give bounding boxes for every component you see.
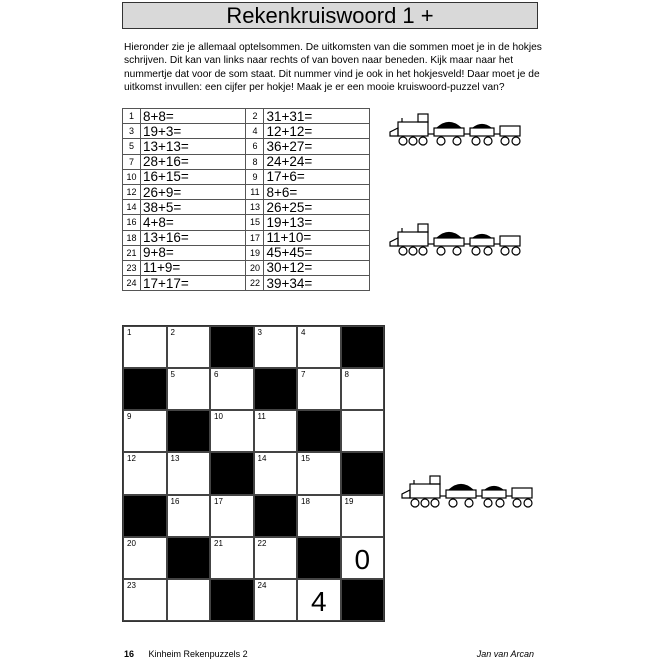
cell-number: 2 [170,328,175,337]
grid-cell-blocked [210,579,254,621]
sum-row [123,109,370,124]
sum-expression: 16+15= [140,169,246,184]
grid-cell[interactable] [341,410,385,452]
grid-cell[interactable] [254,537,298,579]
sum-row [123,124,370,139]
sum-number: 18 [123,230,141,245]
sum-expression: 13+16= [140,230,246,245]
sum-expression: 8+6= [264,184,370,199]
sum-row [123,184,370,199]
train-icon [384,222,524,258]
sum-number: 10 [123,169,141,184]
cell-number: 21 [214,538,223,548]
grid-cell[interactable] [341,495,385,537]
grid-cell[interactable] [210,537,254,579]
sum-number: 7 [123,154,141,169]
grid-cell[interactable] [167,326,211,368]
sum-number: 21 [123,245,141,260]
cell-value: 4 [310,585,327,617]
page-number: 16 [124,649,135,659]
sum-expression: 12+12= [264,124,370,139]
sum-expression: 38+5= [140,200,246,215]
cell-number: 23 [127,580,136,590]
grid-cell-blocked [123,495,167,537]
sum-number: 5 [123,139,141,154]
cell-number: 9 [127,412,132,422]
grid-cell[interactable] [210,495,254,537]
sum-number: 6 [246,139,264,154]
cell-number: 17 [214,496,223,506]
cell-number: 22 [257,538,267,548]
sum-number: 11 [246,184,264,199]
sum-expression: 17+6= [264,169,370,184]
sum-row [123,200,370,215]
grid-cell-blocked [167,537,211,579]
sum-expression: 36+27= [264,139,370,154]
grid-cell[interactable] [297,326,341,368]
grid-cell-blocked [210,452,254,494]
grid-cell[interactable] [254,410,298,452]
sum-number: 13 [246,200,264,215]
sum-row [123,230,370,245]
cell-number: 19 [344,496,354,506]
cell-number: 1 [127,328,132,337]
grid-cell[interactable] [297,579,341,621]
grid-cell-blocked [167,410,211,452]
sum-number: 20 [246,260,264,275]
sum-expression: 26+25= [264,200,370,215]
grid-cell[interactable] [297,495,341,537]
author-name: Jan van Arcan [476,649,534,659]
sum-expression: 11+9= [140,260,246,275]
sum-expression: 17+17= [140,276,246,291]
grid-cell[interactable] [167,579,211,621]
cell-value: 0 [354,543,371,575]
sum-expression: 30+12= [264,260,370,275]
cell-number: 16 [170,496,180,506]
page-footer [124,649,534,659]
cell-number: 12 [127,454,136,464]
cell-number: 24 [257,580,267,590]
sum-expression: 39+34= [264,276,370,291]
sum-number: 22 [246,276,264,291]
cell-number: 10 [214,412,223,422]
cell-number: 14 [257,454,267,464]
cell-number: 11 [257,412,266,422]
grid-cell-blocked [341,452,385,494]
grid-cell-blocked [297,537,341,579]
sum-number: 19 [246,245,264,260]
cell-number: 3 [257,328,262,337]
sum-number: 1 [123,109,141,124]
grid-cell[interactable] [167,452,211,494]
instructions-text: Hieronder zie je allemaal optelsommen. De uitkomsten van die sommen moet je in de hokjes schrijven. Dit kan van links naar rechts of van boven naar beneden. Kijk maar naar het nummertje dat voor de som staat. Dit nummer vind je ook in het hokjesveld! Daar moet je de uitkomst invullen: een cijfer per hokje! Maak je er een mooie kruiswoord-puzzel van? [124,42,542,94]
grid-cell[interactable] [210,410,254,452]
sum-expression: 19+13= [264,215,370,230]
sum-expression: 11+10= [264,230,370,245]
sum-expression: 26+9= [140,184,246,199]
sum-number: 15 [246,215,264,230]
grid-cell[interactable] [297,368,341,410]
cell-number: 8 [344,370,349,380]
cell-number: 20 [127,538,136,548]
grid-cell[interactable] [254,452,298,494]
grid-cell-blocked [341,579,385,621]
sum-expression: 9+8= [140,245,246,260]
grid-cell-blocked [297,410,341,452]
grid-cell[interactable] [123,326,167,368]
sum-number: 8 [246,154,264,169]
sum-expression: 4+8= [140,215,246,230]
sum-number: 16 [123,215,141,230]
grid-cell-blocked [123,368,167,410]
grid-cell[interactable] [123,452,167,494]
crossword-grid [122,325,385,622]
grid-cell-blocked [254,368,298,410]
cell-number: 18 [301,496,310,506]
grid-cell[interactable] [254,579,298,621]
sum-number: 14 [123,200,141,215]
grid-cell-blocked [210,326,254,368]
page-title: Rekenkruiswoord 1 + [122,2,538,29]
grid-cell[interactable] [167,495,211,537]
grid-cell-blocked [254,495,298,537]
sum-expression: 45+45= [264,245,370,260]
cell-number: 6 [214,370,219,380]
sum-number: 2 [246,109,264,124]
sum-row [123,215,370,230]
sum-row [123,245,370,260]
grid-cell[interactable] [297,452,341,494]
sum-number: 23 [123,260,141,275]
grid-cell[interactable] [254,326,298,368]
sum-expression: 13+13= [140,139,246,154]
sum-expression: 24+24= [264,154,370,169]
book-title: Kinheim Rekenpuzzels 2 [148,649,248,659]
sum-row [123,276,370,291]
grid-cell[interactable] [210,368,254,410]
cell-number: 13 [170,454,180,464]
sum-number: 3 [123,124,141,139]
sum-number: 9 [246,169,264,184]
grid-cell[interactable] [123,410,167,452]
sum-expression: 8+8= [140,109,246,124]
grid-cell[interactable] [123,537,167,579]
grid-cell[interactable] [341,368,385,410]
sum-number: 12 [123,184,141,199]
sum-row [123,260,370,275]
grid-cell[interactable] [123,579,167,621]
sum-number: 24 [123,276,141,291]
sum-row [123,169,370,184]
sum-number: 4 [246,124,264,139]
sum-expression: 28+16= [140,154,246,169]
sum-expression: 19+3= [140,124,246,139]
cell-number: 7 [301,370,306,380]
sum-number: 17 [246,230,264,245]
cell-number: 5 [170,370,175,380]
cell-number: 4 [301,328,306,337]
sum-expression: 31+31= [264,109,370,124]
grid-cell-blocked [341,326,385,368]
train-icon [396,474,536,510]
cell-number: 15 [301,454,310,464]
train-icon [384,112,524,148]
sum-row [123,139,370,154]
grid-cell[interactable] [167,368,211,410]
sum-row [123,154,370,169]
grid-cell[interactable] [341,537,385,579]
sums-table [122,108,370,291]
